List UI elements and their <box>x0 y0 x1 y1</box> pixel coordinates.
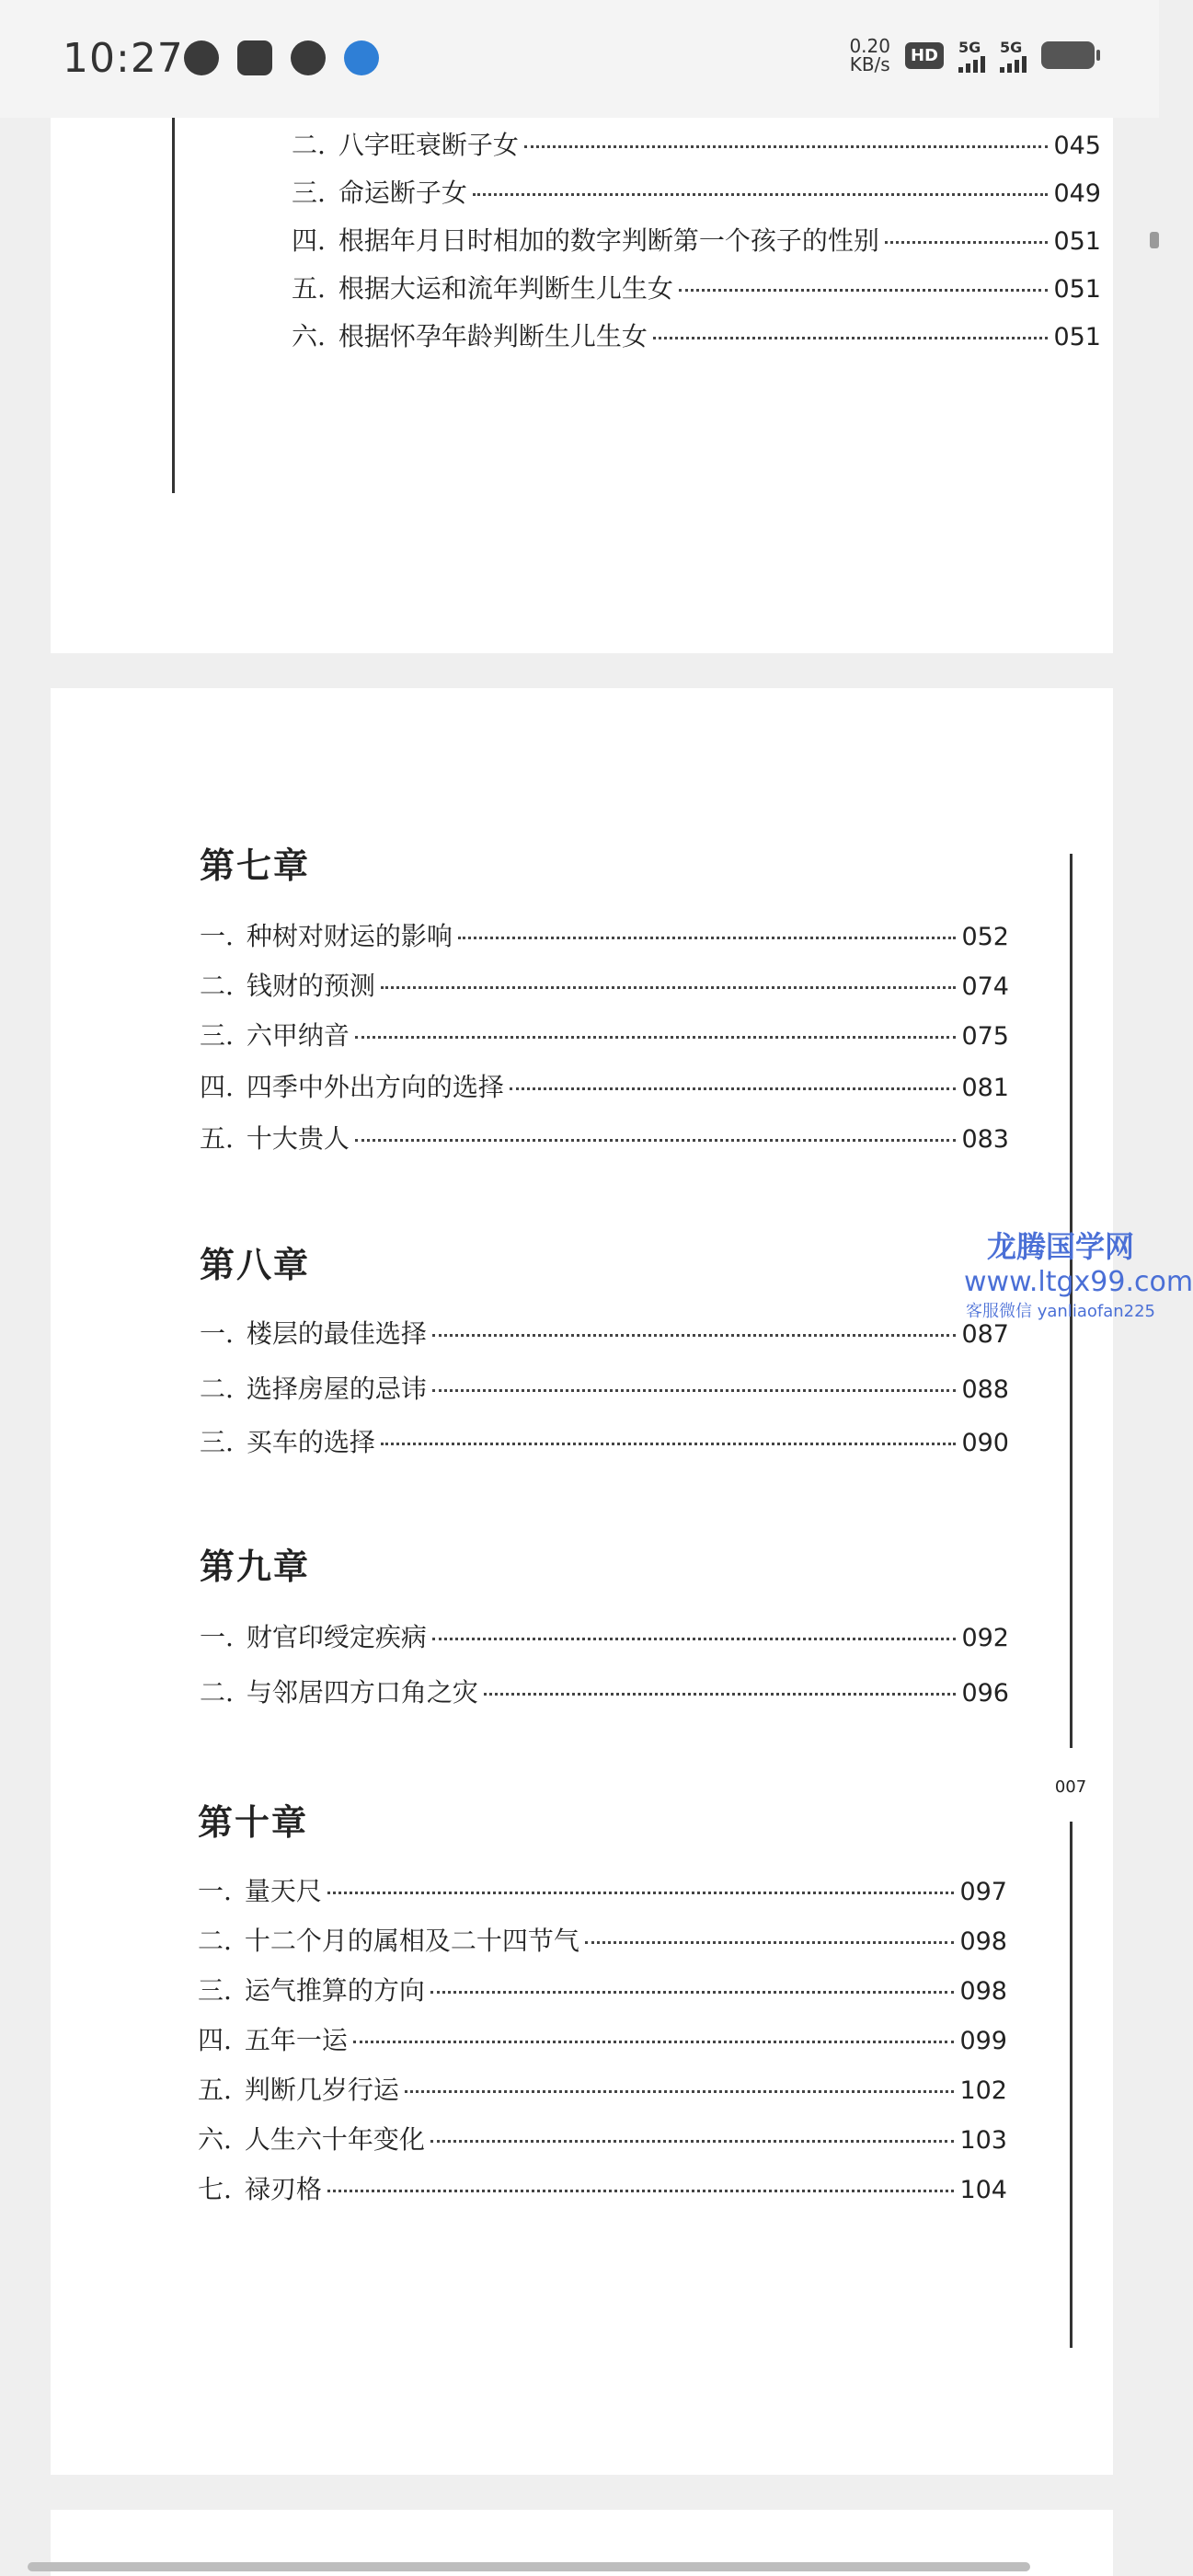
cloud-notification-icon <box>344 40 379 75</box>
toc-entry: 一. 楼层的最佳选择 087 <box>200 1318 1009 1349</box>
signal-icon-sim1: 5G <box>958 39 985 73</box>
toc-entry: 三. 运气推算的方向 098 <box>198 1975 1007 2006</box>
app-notification-icon <box>184 40 219 75</box>
chapter-heading: 第九章 <box>200 1546 311 1587</box>
toc-entry: 一. 种树对财运的影响 052 <box>200 921 1009 951</box>
network-speed: 0.20 KB/s <box>849 35 890 75</box>
toc-entry: 四. 根据年月日时相加的数字判断第一个孩子的性别 051 <box>292 225 1101 256</box>
chapter-heading: 第七章 <box>200 845 311 886</box>
clock: 10:27 <box>63 35 184 82</box>
status-bar <box>0 0 1159 118</box>
toc-entry: 五. 判断几岁行运 102 <box>198 2075 1007 2105</box>
toc-entry: 五. 十大贵人 083 <box>200 1123 1009 1154</box>
page-margin-rule <box>172 118 175 493</box>
toc-entry: 一. 财官印绶定疾病 092 <box>200 1622 1009 1652</box>
horizontal-scrollbar[interactable] <box>28 2562 1030 2571</box>
toc-entry: 四. 四季中外出方向的选择 081 <box>200 1072 1009 1102</box>
toc-entry: 五. 根据大运和流年判断生儿生女 051 <box>292 273 1101 304</box>
document-page-2 <box>51 688 1113 2475</box>
page-margin-rule <box>1070 1822 1073 2348</box>
toc-entry: 三. 买车的选择 090 <box>200 1427 1009 1457</box>
toc-entry: 六. 根据怀孕年龄判断生儿生女 051 <box>292 321 1101 351</box>
toc-entry: 二. 钱财的预测 074 <box>200 971 1009 1001</box>
toc-entry: 二. 八字旺衰断子女 045 <box>292 130 1101 160</box>
chapter-heading: 第八章 <box>200 1244 311 1285</box>
page-number: 007 <box>1047 1760 1095 1815</box>
vertical-scrollbar[interactable] <box>1150 232 1159 248</box>
document-page-1 <box>51 118 1113 653</box>
signal-icon-sim2: 5G <box>1000 39 1027 73</box>
system-indicators <box>849 37 1095 74</box>
toc-entry: 四. 五年一运 099 <box>198 2025 1007 2055</box>
toc-entry: 六. 人生六十年变化 103 <box>198 2124 1007 2155</box>
mascot-notification-icon <box>291 40 326 75</box>
notification-icons <box>184 40 379 75</box>
toc-entry: 二. 与邻居四方口角之灾 096 <box>200 1677 1009 1708</box>
toc-entry: 七. 禄刃格 104 <box>198 2174 1007 2204</box>
toc-entry: 二. 选择房屋的忌讳 088 <box>200 1374 1009 1404</box>
watermark: 龙腾国学网 www.ltgx99.com 客服微信 yanliaofan225 <box>964 1229 1193 1321</box>
toc-entry: 三. 六甲纳音 075 <box>200 1020 1009 1051</box>
toc-entry: 三. 命运断子女 049 <box>292 178 1101 208</box>
hd-voice-icon: HD <box>905 42 944 69</box>
chapter-heading: 第十章 <box>198 1801 309 1843</box>
message-notification-icon <box>237 40 272 75</box>
toc-entry: 一. 量天尺 097 <box>198 1876 1007 1906</box>
toc-entry: 二. 十二个月的属相及二十四节气 098 <box>198 1926 1007 1956</box>
battery-icon <box>1041 41 1095 69</box>
